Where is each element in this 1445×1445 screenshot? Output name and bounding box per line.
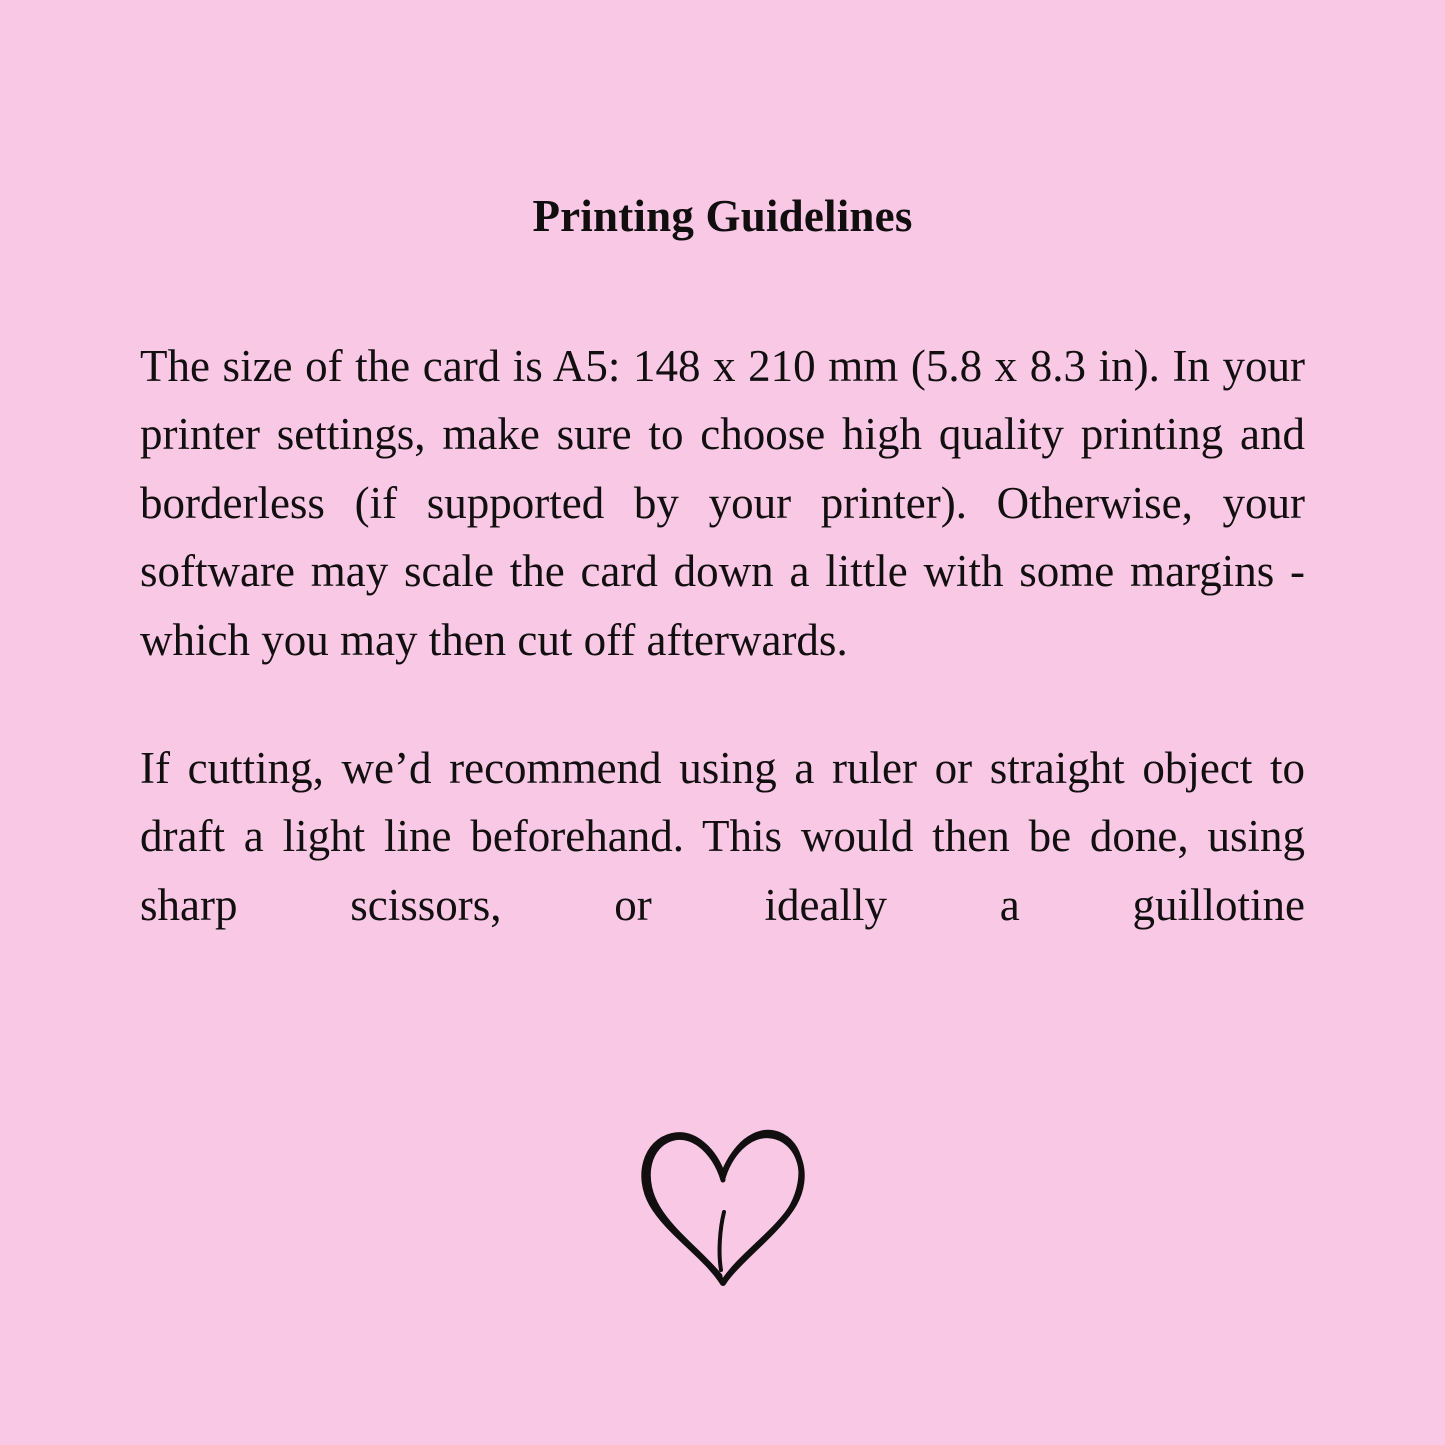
page-title: Printing Guidelines [532, 191, 913, 241]
heart-icon [628, 1120, 818, 1295]
document-body [140, 332, 1305, 1008]
heart-decoration [0, 1120, 1445, 1295]
paragraph-size-and-printer-settings: The size of the card is A5: 148 x 210 mm (5.8 x 8.3 in). In your printer settings, make sure to choose high quality printing and borderless (if supported by your printer). Otherwise, your software may scale the card down a little with some margins - which you may then cut off afterwards. [140, 341, 1305, 665]
paragraph-cutting-instructions: If cutting, we’d recommend using a ruler or straight object to draft a light line beforehand. This would then be done, using sharp scissors, or ideally a guillotine [140, 742, 1305, 930]
